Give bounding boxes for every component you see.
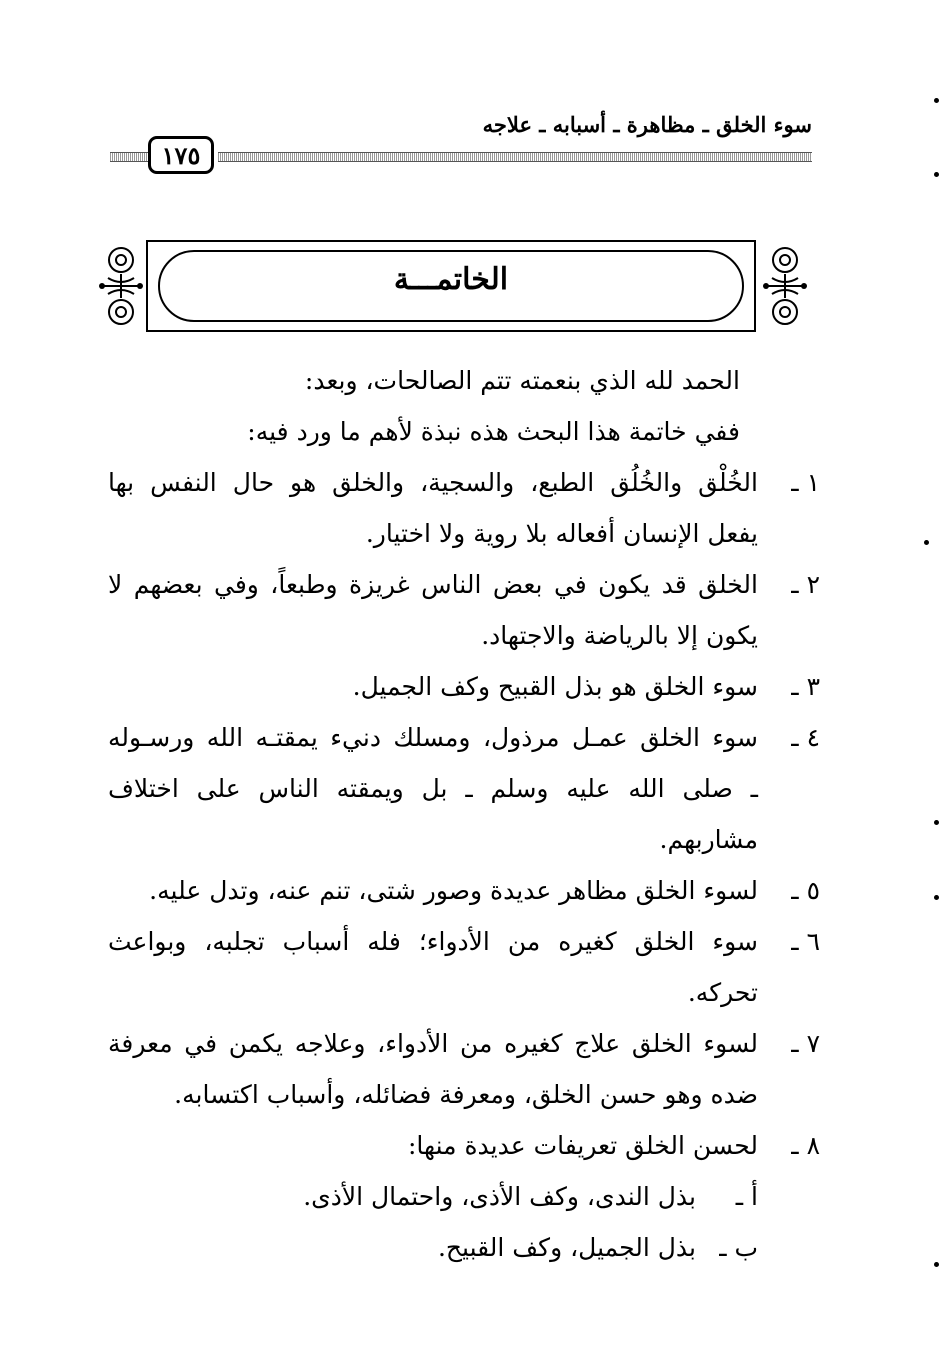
item-continuation-text: ـ صلى الله عليه وسلم ـ بل ويمقته الناس على اختلاف [108,774,758,803]
scan-speck [934,172,939,177]
sub-item [108,1171,820,1222]
item-text: الخلق قد يكون في بعض الناس غريزة وطبعاً، وفي بعضهم لا [108,570,758,599]
item-continuation: تحركه. [687,978,758,1007]
chapter-title-frame [146,240,756,332]
list-item [108,916,820,967]
list-item [108,1018,820,1069]
scan-speck [934,820,939,825]
list-item [108,712,820,763]
scan-speck [924,540,929,545]
body-text [108,355,820,1273]
intro-line: الحمد لله الذي بنعمته تتم الصالحات، وبعد: [304,366,740,395]
page-number: ١٧٥ [148,136,214,174]
item-continuation: مشاربهم. [659,825,758,854]
header-rule-left [110,152,148,162]
item-text: سوء الخلق كغيره من الأدواء؛ فله أسباب تجلبه، وبواعث [108,927,758,956]
item-number: ١ ـ [791,468,820,497]
sub-item-letter: ب ـ [719,1233,758,1262]
item-number: ٦ ـ [791,927,820,956]
list-item [108,1120,820,1171]
item-text: سوء الخلق عمـل مرذول، ومسلك دنيء يمقتـه الله ورسـوله [108,723,758,752]
item-continuation: ضده وهو حسن الخلق، ومعرفة فضائله، وأسباب اكتسابه. [174,1080,758,1109]
scan-speck [934,895,939,900]
chapter-title: الخاتمـــة [393,262,509,297]
item-continuation: يكون إلا بالرياضة والاجتهاد. [481,621,758,650]
intro-line: ففي خاتمة هذا البحث هذه نبذة لأهم ما ورد فيه: [247,417,740,446]
item-number: ٧ ـ [791,1029,820,1058]
floral-ornament-icon [96,238,146,334]
item-continuation [108,763,820,814]
list-item [108,865,820,916]
sub-item-text: بذل الجميل، وكف القبيح. [437,1233,696,1262]
item-continuation: يفعل الإنسان أفعاله بلا روية ولا اختيار. [365,519,758,548]
item-text: لسوء الخلق مظاهر عديدة وصور شتى، تنم عنه، وتدل عليه. [149,876,758,905]
header-rule-right [218,152,812,162]
item-text: الخُلْق والخُلُق الطبع، والسجية، والخلق هو حال النفس بها [108,468,758,497]
scan-speck [934,1262,939,1267]
item-number: ٢ ـ [791,570,820,599]
list-item [108,559,820,610]
item-text: لحسن الخلق تعريفات عديدة منها: [408,1131,758,1160]
floral-ornament-icon [760,238,810,334]
sub-item-text: بذل الندى، وكف الأذى، واحتمال الأذى. [303,1182,696,1211]
running-title: سوء الخلق ـ مظاهرة ـ أسبابه ـ علاجه [482,112,812,137]
item-number: ٤ ـ [791,723,820,752]
list-item [108,457,820,508]
sub-item-letter: أ ـ [735,1182,758,1211]
scan-speck [934,98,939,103]
item-number: ٣ ـ [791,672,820,701]
item-number: ٨ ـ [791,1131,820,1160]
sub-item [108,1222,820,1273]
list-item [108,661,820,712]
item-text: لسوء الخلق علاج كغيره من الأدواء، وعلاجه يكمن في معرفة [108,1029,758,1058]
item-number: ٥ ـ [791,876,820,905]
item-text: سوء الخلق هو بذل القبيح وكف الجميل. [352,672,758,701]
